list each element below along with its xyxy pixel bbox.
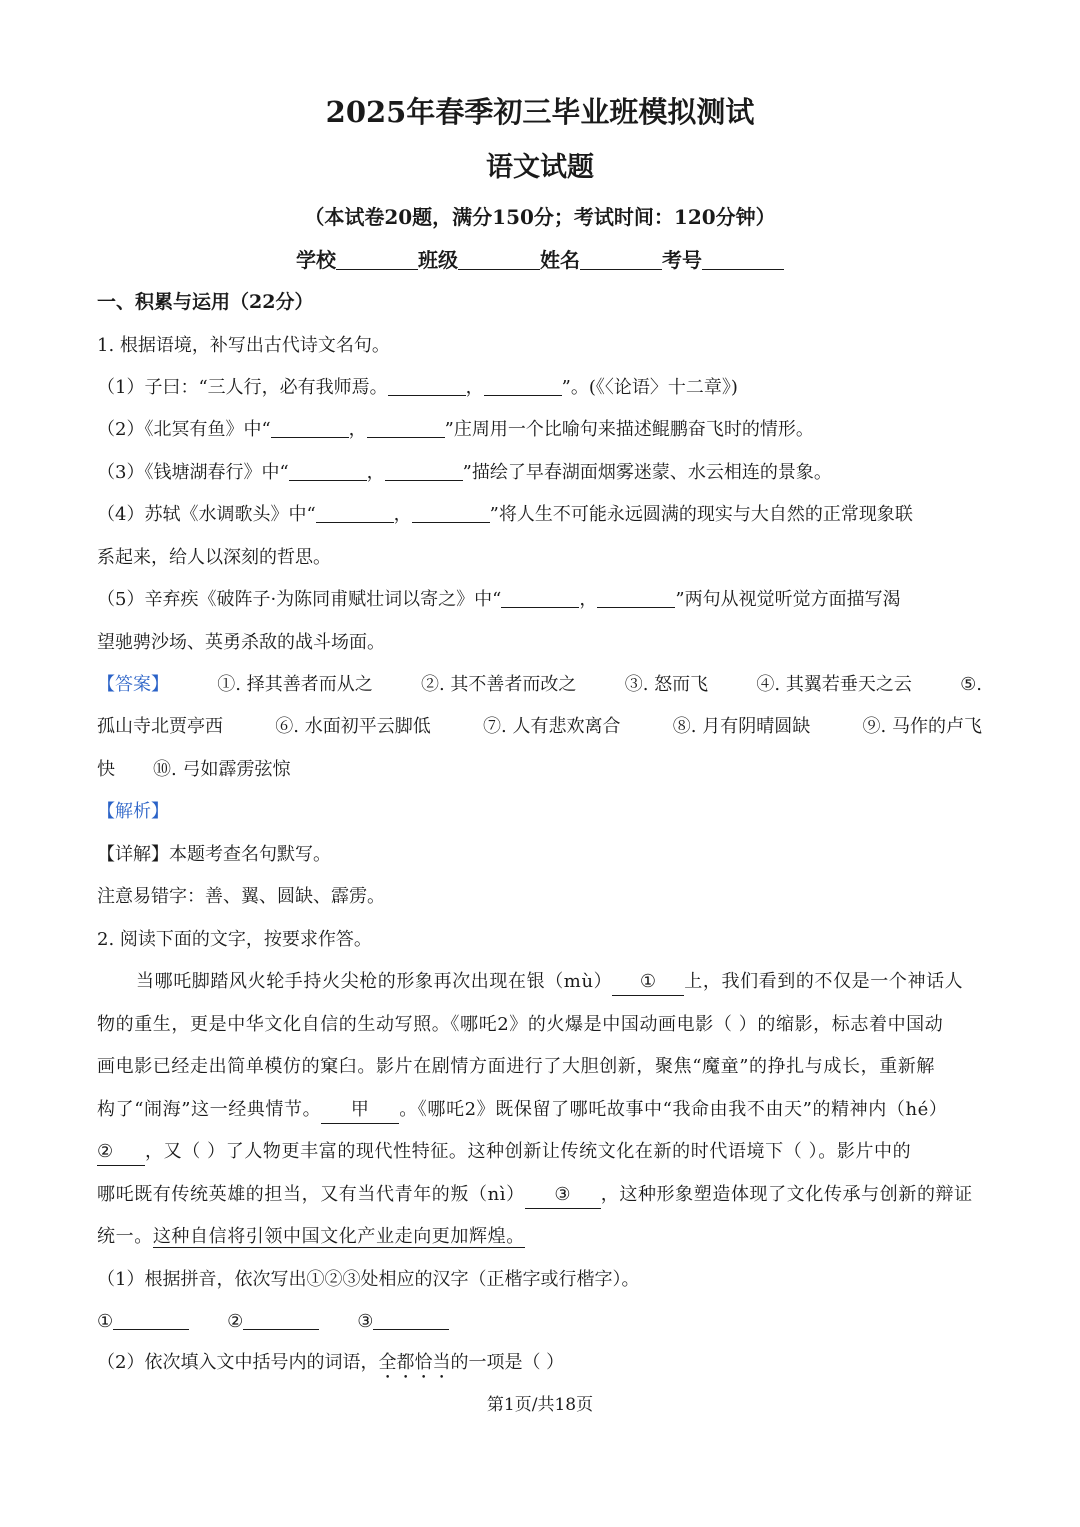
answer-blank[interactable] [388, 377, 466, 396]
passage-line-3: 画电影已经走出简单模仿的窠臼。影片在剧情方面进行了大胆创新，聚焦“魔童”的挣扎与成长，重新解 [97, 1056, 935, 1077]
answer-blank[interactable] [271, 419, 349, 438]
answer-item: ⑤. [960, 674, 982, 695]
answer-item: ⑨. 马作的卢飞 [862, 716, 982, 737]
question-1-part-1: （1）子曰：“三人行，必有我师焉。 ， ”。(《〈论语〉十二章》) [97, 377, 738, 398]
answer-blank[interactable] [412, 504, 490, 523]
page-title: 2025年春季初三毕业班模拟测试 [325, 95, 755, 129]
underlined-sentence: 这种自信将引领中国文化产业走向更加辉煌。 [152, 1226, 525, 1247]
answer-blank[interactable] [385, 462, 463, 481]
passage-blank-2[interactable]: ② [97, 1139, 145, 1166]
field-school-blank[interactable] [336, 251, 418, 270]
answer-item: ⑦. 人有悲欢离合 [483, 716, 621, 737]
answer-item: ③. 怒而飞 [624, 674, 709, 695]
passage-line-4: 构了“闹海”这一经典情节。 甲 。《哪吒2》既保留了哪吒故事中“我命由我不由天”的精神内（hé） [97, 1097, 982, 1124]
section-heading: 一、积累与运用（22分） [97, 291, 314, 313]
student-info-fields [0, 246, 1080, 274]
field-class-label: 班级 [418, 248, 458, 272]
answer-item: ⑩. 弓如霹雳弦惊 [153, 759, 291, 780]
field-id-label: 考号 [662, 248, 702, 272]
passage-line-7: 统一。这种自信将引领中国文化产业走向更加辉煌。 [97, 1226, 525, 1247]
note-text: 注意易错字：善、翼、圆缺、霹雳。 [97, 886, 385, 907]
question-1-part-3: （3）《钱塘湖春行》中“ ， ”描绘了早春湖面烟雾迷蒙、水云相连的景象。 [97, 462, 832, 483]
answer-blank[interactable] [484, 377, 562, 396]
question-2-sub-1: （1）根据拼音，依次写出①②③处相应的汉字（正楷字或行楷字）。 [97, 1269, 640, 1290]
answer-item: ②. 其不善者而改之 [420, 674, 577, 695]
passage-line-1: 当哪吒脚踏风火轮手持火尖枪的形象再次出现在银（mù） ① 上，我们看到的不仅是一个神话人 [136, 969, 982, 996]
answer-blank[interactable] [597, 589, 675, 608]
question-1-part-5-cont: 望驰骋沙场、英勇杀敌的战斗场面。 [97, 632, 385, 653]
answer-item: ④. 其翼若垂天之云 [756, 674, 912, 695]
answer-blank[interactable] [501, 589, 579, 608]
answer-blank[interactable] [243, 1311, 319, 1330]
question-2-stem: 2. 阅读下面的文字，按要求作答。 [97, 929, 372, 950]
answer-item: ①. 择其善者而从之 [217, 674, 373, 695]
question-2-sub-2: （2）依次填入文中括号内的词语，全都恰当的一项是（ ） [97, 1352, 565, 1373]
answer-tag: 【答案】 [97, 674, 169, 695]
answer-item: 快 [97, 759, 115, 780]
field-name-blank[interactable] [580, 251, 662, 270]
answer-blank[interactable] [316, 504, 394, 523]
analysis-tag: 【解析】 [97, 801, 169, 822]
passage-line-6: 哪吒既有传统英雄的担当，又有当代青年的叛（nì） ③ ，这种形象塑造体现了文化传承与创新的辩证 [97, 1182, 982, 1209]
answer-blank[interactable] [113, 1311, 189, 1330]
answer-item: ⑧. 月有阴晴圆缺 [672, 716, 811, 737]
answer-blank[interactable] [367, 419, 445, 438]
question-1-part-4: （4）苏轼《水调歌头》中“ ， ”将人生不可能永远圆满的现实与大自然的正常现象联 [97, 504, 913, 525]
answer-item: ⑥. 水面初平云脚低 [275, 716, 431, 737]
question-1-part-2: （2）《北冥有鱼》中“ ， ”庄周用一个比喻句来描述鲲鹏奋飞时的情形。 [97, 419, 814, 440]
answer-item: 孤山寺北贾亭西 [97, 716, 223, 737]
answer-blank[interactable] [373, 1311, 449, 1330]
question-1-part-5: （5）辛弃疾《破阵子·为陈同甫赋壮词以寄之》中“ ， ”两句从视觉听觉方面描写渴 [97, 589, 901, 610]
question-1-part-4-cont: 系起来，给人以深刻的哲思。 [97, 547, 331, 568]
detail-text: 【详解】本题考查名句默写。 [97, 844, 331, 865]
passage-blank-jia[interactable]: 甲 [321, 1097, 399, 1124]
answer-line-3 [97, 757, 982, 783]
field-name-label: 姓名 [540, 248, 580, 272]
passage-line-2: 物的重生，更是中华文化自信的生动写照。《哪吒2》的火爆是中国动画电影（ ）的缩影，标志着中国动 [97, 1014, 944, 1035]
field-school-label: 学校 [296, 248, 336, 272]
page-number: 第1页/共18页 [486, 1395, 594, 1415]
question-1-stem: 1. 根据语境，补写出古代诗文名句。 [97, 335, 390, 356]
answer-line-2 [97, 714, 982, 740]
emphasis-dots: 全都恰当 [378, 1352, 451, 1373]
passage-blank-3[interactable]: ③ [525, 1182, 601, 1209]
question-2-sub-1-answers: ① ② ③ [97, 1309, 982, 1335]
field-id-blank[interactable] [702, 251, 784, 270]
answer-blank[interactable] [289, 462, 367, 481]
field-class-blank[interactable] [458, 251, 540, 270]
answer-line-1 [97, 672, 982, 698]
exam-note: （本试卷20题，满分150分；考试时间：120分钟） [304, 205, 776, 229]
page-subtitle: 语文试题 [486, 152, 594, 183]
passage-blank-1[interactable]: ① [612, 969, 684, 996]
passage-line-5: ② ，又（ ）了人物更丰富的现代性特征。这种创新让传统文化在新的时代语境下（ ）。影片中的 [97, 1139, 982, 1166]
